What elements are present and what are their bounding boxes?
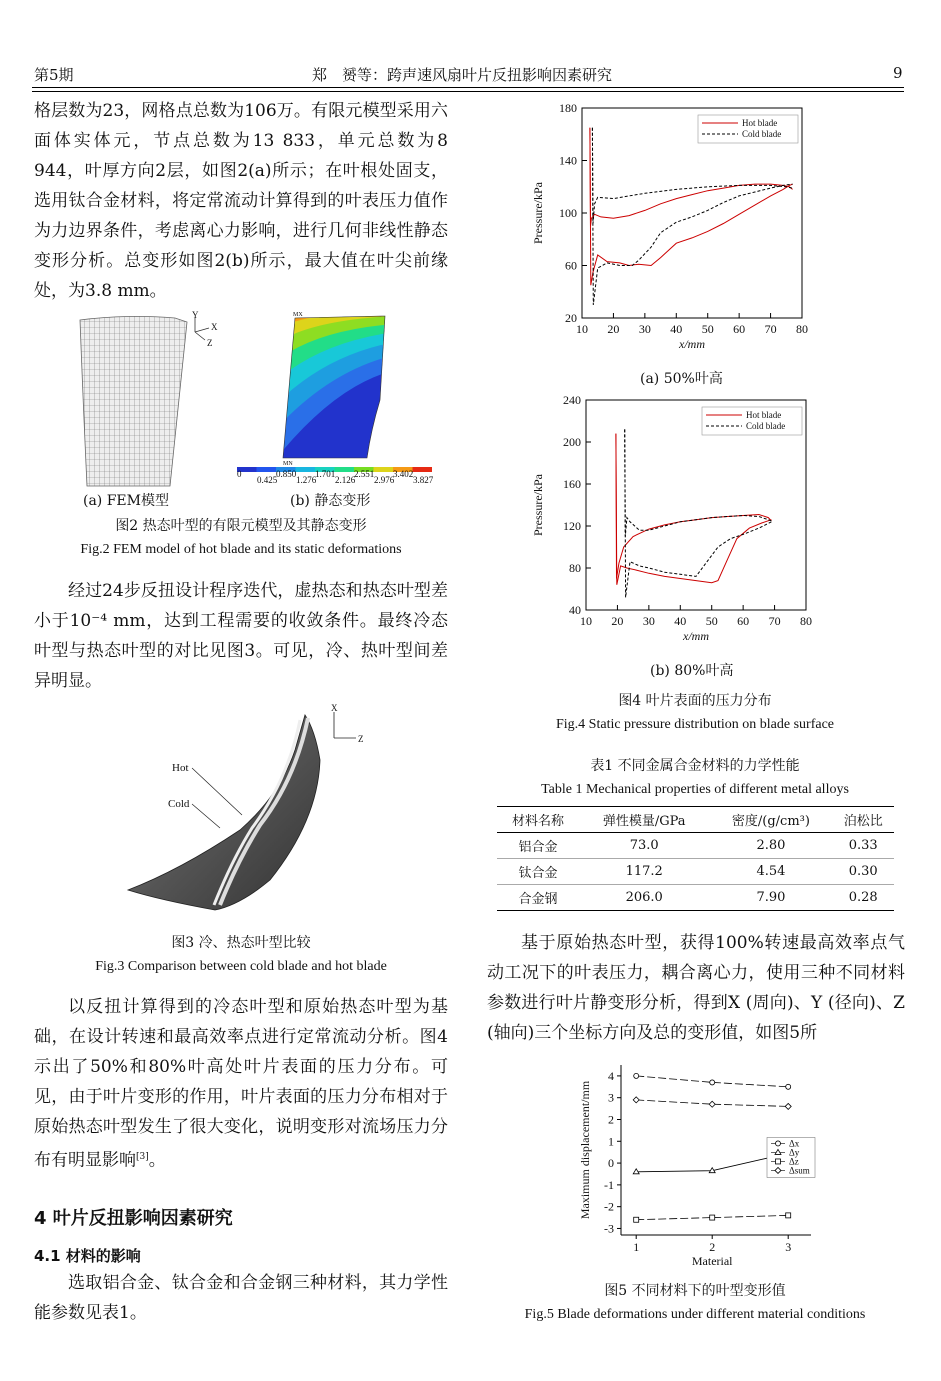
series-line (625, 429, 772, 597)
data-point (710, 1215, 715, 1220)
deformation-contour (275, 310, 395, 470)
hot-leader-line (192, 768, 242, 815)
fem-axis-x: X (211, 322, 218, 332)
y-tick-label: 40 (569, 603, 581, 617)
y-tick-label: -3 (604, 1221, 614, 1236)
color-scale-segment (257, 467, 277, 472)
x-tick-label: 70 (764, 322, 777, 336)
x-tick-label: 30 (638, 322, 651, 336)
data-point (786, 1084, 791, 1089)
paragraph-3: 以反扭计算得到的冷态叶型和原始热态叶型为基础，在设计转速和最高效率点进行定常流动分析。图4示出了50%和80%叶高处叶片表面的压力分布。可见，由于叶片变形的作用，叶片表面的压力分布相对于原始热态叶型发生了很大变化，说明变形对流场压力分布有明显影响[3]。 (34, 997, 448, 1171)
data-point (633, 1097, 639, 1103)
x-tick-label: 40 (670, 322, 683, 336)
data-point (634, 1217, 639, 1222)
data-point (776, 1159, 781, 1164)
legend-mx: MX (293, 312, 303, 318)
x-axis-label: Material (691, 1254, 733, 1268)
fig4b-label: (b) 80%叶高 (650, 663, 734, 679)
scale-label: 3.827 (413, 475, 434, 485)
fem-mesh (80, 316, 187, 486)
fig5-caption-en: Fig.5 Blade deformations under different material conditions (524, 1307, 866, 1322)
scale-label: 1.276 (296, 475, 317, 485)
col-header: 材料名称 (512, 814, 565, 829)
legend-label: Δsum (789, 1165, 810, 1176)
fig2a-label: (a) FEM模型 (83, 493, 169, 509)
scale-label: 0.850 (276, 469, 297, 479)
x-tick-label: 80 (796, 322, 808, 336)
data-point (710, 1080, 715, 1085)
table1-caption-en: Table 1 Mechanical properties of different metal alloys (541, 782, 849, 797)
paragraph-2: 经过24步反扭设计程序迭代，虚热态和热态叶型差小于10⁻⁴ mm，达到工程需要的收敛条件。最终冷态叶型与热态叶型的对比见图3。可见，冷、热叶型间差异明显。 (34, 581, 448, 691)
data-point (785, 1103, 791, 1109)
table-1 (497, 806, 894, 911)
y-tick-label: 140 (559, 153, 577, 168)
fig3-axis-x: X (331, 703, 338, 713)
y-tick-label: 60 (565, 258, 577, 273)
y-axis-label: Pressure/kPa (531, 182, 545, 244)
x-axis-label: x/mm (683, 629, 709, 643)
data-point (633, 1169, 639, 1174)
fig4-caption-en: Fig.4 Static pressure distribution on blade surface (556, 717, 834, 732)
table-cell: 钛合金 (518, 866, 558, 881)
color-scale-segment (374, 467, 394, 472)
series-line (616, 434, 772, 585)
data-point (709, 1101, 715, 1107)
fig2b-label: (b) 静态变形 (290, 493, 371, 509)
x-tick-label: 50 (701, 322, 714, 336)
x-tick-label: 20 (611, 614, 624, 628)
fig3-caption-cn: 图3 冷、热态叶型比较 (171, 935, 311, 951)
figure-4a (530, 100, 820, 369)
table-row (497, 859, 894, 885)
fig2-caption-en: Fig.2 FEM model of hot blade and its static deformations (80, 542, 402, 557)
header-rule (32, 87, 904, 88)
issue-number: 第5期 (34, 66, 74, 84)
figure-3 (120, 700, 380, 920)
y-tick-label: 240 (563, 393, 581, 407)
table1-caption-cn: 表1 不同金属合金材料的力学性能 (590, 758, 800, 774)
x-tick-label: 80 (800, 614, 812, 628)
fem-model-figure (75, 310, 435, 510)
pressure-chart-50 (530, 100, 820, 365)
scale-label: 2.976 (374, 475, 395, 485)
scale-label: 3.402 (393, 469, 414, 479)
cold-leader-line (192, 804, 220, 828)
color-scale-segment (413, 467, 433, 472)
col-header: 弹性模量/GPa (602, 814, 686, 829)
legend-label: Hot blade (746, 410, 782, 420)
fig3-caption-en: Fig.3 Comparison between cold blade and hot blade (95, 959, 387, 974)
table-cell: 铝合金 (518, 840, 558, 855)
y-tick-label: 2 (608, 1112, 614, 1127)
table-cell: 0.28 (848, 890, 878, 905)
y-tick-label: 80 (569, 561, 581, 575)
section-4-1-heading: 4.1 材料的影响 (34, 1247, 141, 1265)
y-tick-label: 180 (559, 101, 577, 115)
legend-label: Hot blade (742, 118, 778, 128)
figure-2 (75, 310, 435, 510)
scale-label: 0 (237, 469, 242, 479)
y-axis-label: Maximum displacement/mm (578, 1080, 592, 1220)
y-tick-label: -2 (604, 1199, 614, 1214)
series-line (625, 429, 772, 536)
x-tick-label: 1 (633, 1240, 640, 1254)
fig5-caption-cn: 图5 不同材料下的叶型变形值 (604, 1283, 786, 1299)
fig2-caption-cn: 图2 热态叶型的有限元模型及其静态变形 (115, 518, 367, 534)
y-tick-label: 100 (559, 206, 577, 220)
table-cell: 0.33 (848, 838, 878, 853)
legend-label: Δy (789, 1147, 800, 1158)
table-cell: 73.0 (629, 838, 659, 853)
x-tick-label: 30 (642, 614, 655, 628)
fem-axis-z: Z (207, 338, 213, 348)
x-tick-label: 50 (705, 614, 718, 628)
pressure-chart-80 (530, 392, 820, 657)
table-cell: 7.90 (756, 890, 786, 905)
x-tick-label: 3 (785, 1240, 792, 1254)
paragraph-1: 格层数为23，网格点总数为106万。有限元模型采用六面体实体元，节点总数为13 833，单元总数为8 944，叶厚方向2层，如图2(a)所示；在叶根处固支，选用钛合金材料，将定常流动计算得到的叶表压力值作为力边界条件，考虑离心力影响，进行几何非线性静态变形分析。总变形如图2(b)所示，最大值在叶尖前缘处，为3.8 mm。 (34, 101, 448, 301)
scale-label: 2.126 (335, 475, 356, 485)
series-line (590, 128, 793, 286)
series-line (616, 434, 772, 579)
scale-label: 2.551 (354, 469, 375, 479)
table-cell: 117.2 (625, 864, 663, 879)
col-header: 泊松比 (843, 814, 883, 829)
data-point (776, 1141, 781, 1146)
fem-axis-y: Y (192, 310, 199, 320)
y-tick-label: 1 (608, 1134, 614, 1149)
y-tick-label: -1 (604, 1177, 614, 1192)
legend-label: Cold blade (746, 421, 786, 431)
legend-label: Δz (789, 1156, 799, 1167)
cold-label: Cold (168, 798, 190, 810)
color-scale-segment (335, 467, 355, 472)
table-header-row (497, 807, 894, 833)
figure-5 (575, 1060, 845, 1276)
fig4a-label: (a) 50%叶高 (640, 371, 723, 387)
scale-label: 0.425 (257, 475, 278, 485)
x-tick-label: 70 (768, 614, 781, 628)
table-cell: 4.54 (756, 864, 786, 879)
paragraph-5: 基于原始热态叶型，获得100%转速最高效率点气动工况下的叶表压力，耦合离心力，使用三种不同材料参数进行叶片静变形分析，得到X (周向)、Y (径向)、Z (轴向)三个坐标方向及总的变形值，如图5所 (487, 933, 905, 1043)
table-row (497, 833, 894, 859)
running-title: 郑 赟等：跨声速风扇叶片反扭影响因素研究 (312, 66, 613, 84)
col-header: 密度/(g/cm³) (731, 814, 810, 829)
citation-ref: [3] (136, 1152, 149, 1162)
scale-label: 1.701 (315, 469, 336, 479)
x-tick-label: 10 (580, 614, 592, 628)
hot-label: Hot (172, 762, 189, 774)
header-rule-thin (32, 91, 904, 92)
y-axis-label: Pressure/kPa (531, 474, 545, 536)
data-point (786, 1213, 791, 1218)
figure-4b (530, 392, 820, 661)
blade-comparison-figure (120, 700, 380, 920)
y-tick-label: 120 (563, 519, 581, 533)
x-tick-label: 10 (576, 322, 588, 336)
table-row (497, 885, 894, 911)
x-tick-label: 40 (674, 614, 687, 628)
page-number: 9 (893, 64, 903, 82)
x-tick-label: 2 (709, 1240, 716, 1254)
table-cell: 0.30 (848, 864, 878, 879)
axis-triad-icon (195, 318, 209, 340)
y-tick-label: 200 (563, 435, 581, 449)
y-tick-label: 0 (608, 1156, 614, 1171)
y-tick-label: 160 (563, 477, 581, 491)
legend-mn: MN (283, 461, 293, 467)
y-tick-label: 4 (608, 1068, 614, 1083)
paragraph-4: 选取铝合金、钛合金和合金钢三种材料，其力学性能参数见表1。 (34, 1273, 448, 1323)
data-point (634, 1073, 639, 1078)
section-4-heading: 4 叶片反扭影响因素研究 (34, 1208, 233, 1229)
legend-label: Cold blade (742, 129, 782, 139)
axis-triad-icon (334, 712, 356, 738)
legend-label: Δx (789, 1138, 800, 1149)
fig4-caption-cn: 图4 叶片表面的压力分布 (618, 693, 772, 709)
table-cell: 2.80 (756, 838, 786, 853)
displacement-chart (575, 1060, 845, 1272)
color-scale-segment (296, 467, 316, 472)
table-cell: 合金钢 (518, 892, 558, 907)
x-tick-label: 60 (737, 614, 750, 628)
y-tick-label: 20 (565, 311, 577, 325)
table-cell: 206.0 (625, 890, 663, 905)
x-axis-label: x/mm (679, 337, 705, 351)
fig3-axis-z: Z (358, 734, 364, 744)
y-tick-label: 3 (608, 1090, 614, 1105)
x-tick-label: 20 (607, 322, 620, 336)
x-tick-label: 60 (733, 322, 746, 336)
